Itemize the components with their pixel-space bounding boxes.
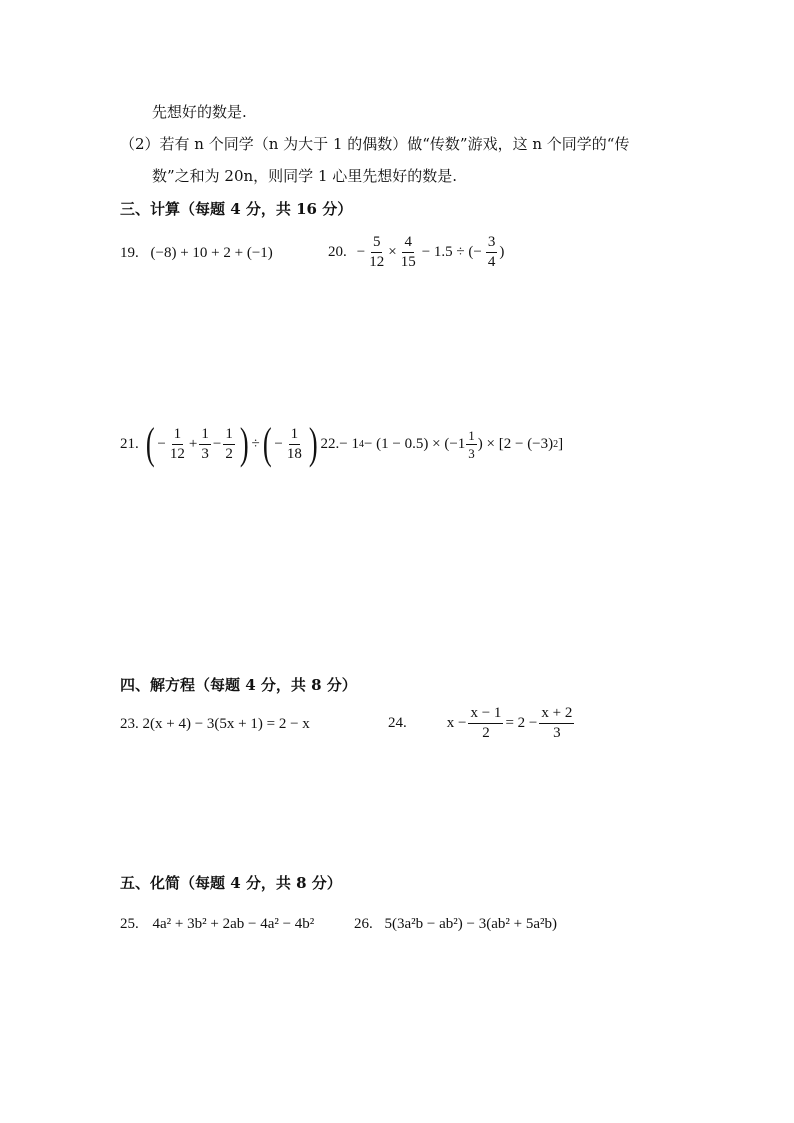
expression: ] (558, 435, 564, 452)
fraction: $\frac{1}{3}$ (468, 427, 475, 461)
fraction: $\frac{1}{2}$ (225, 425, 233, 462)
operator: − (212, 435, 222, 452)
problem-23 (120, 716, 310, 733)
paren-right: ) (308, 419, 318, 468)
expression: = 2 − (505, 715, 538, 731)
expression: − 1 (339, 435, 359, 452)
problem-25 (120, 916, 314, 933)
problem-number: 24. (388, 715, 407, 731)
problem-24 (388, 705, 576, 742)
expression: ) × [2 − (−3) (477, 435, 554, 452)
problem-number: 20. (328, 244, 347, 260)
section-heading-simplify: 五、化简（每题 4 分，共 8 分） (120, 874, 342, 892)
exponent: 2 (553, 438, 559, 450)
problem-number: 23. (120, 716, 139, 732)
section-heading-equations: 四、解方程（每题 4 分，共 8 分） (120, 676, 357, 694)
problem-number: 19. (120, 245, 139, 261)
problem-21 (120, 419, 564, 468)
text-line-2: （2）若有 n 个同学（n 为大于 1 的偶数）做“传数”游戏，这 n 个同学的“传 (120, 135, 630, 153)
fraction: $\frac{5}{12}$ (369, 234, 385, 270)
fraction: $\frac{1}{3}$ (201, 425, 209, 462)
expression: − (1 − 0.5) × (−1 (363, 435, 466, 452)
text-line-1: 先想好的数是. (152, 103, 247, 121)
expression: 2(x + 4) − 3(5x + 1) = 2 − x (142, 716, 310, 732)
problem-19 (120, 245, 273, 262)
expression: ) (499, 244, 505, 260)
fraction: $\frac{x - 1}{2}$ (470, 705, 502, 741)
expression: (−8) + 10 + 2 + (−1) (150, 245, 273, 261)
fraction: $\frac{4}{15}$ (400, 234, 416, 270)
paren-right: ) (239, 419, 249, 468)
fraction: $\frac{1}{18}$ (286, 425, 302, 462)
paren-left: ( (262, 419, 272, 468)
sign: − (157, 435, 166, 452)
expression: 4a² + 3b² + 2ab − 4a² − 4b² (152, 916, 315, 932)
text-line-3: 数”之和为 20n，则同学 1 心里先想好的数是. (152, 167, 458, 185)
problem-number: 25. (120, 916, 139, 932)
problem-number: 26. (354, 916, 373, 932)
fraction: $\frac{3}{4}$ (487, 234, 496, 270)
operator: × (388, 244, 397, 260)
sign: − (356, 244, 366, 260)
problem-number: 21. (120, 435, 139, 452)
sign: − (274, 435, 283, 452)
problem-22-number: 22. (320, 435, 340, 452)
expression: − 1.5 ÷ (− (421, 244, 482, 260)
paren-left: ( (145, 419, 155, 468)
operator: + (188, 435, 198, 452)
problem-26 (354, 916, 557, 933)
fraction: $\frac{1}{12}$ (169, 425, 185, 462)
problem-20 (328, 234, 504, 271)
operator: ÷ (251, 435, 260, 452)
section-heading-calc: 三、计算（每题 4 分，共 16 分） (120, 200, 353, 218)
expression: x − (446, 715, 467, 731)
exponent: 4 (358, 438, 364, 450)
fraction: $\frac{x + 2}{3}$ (541, 705, 573, 741)
expression: 5(3a²b − ab²) − 3(ab² + 5a²b) (384, 916, 557, 932)
